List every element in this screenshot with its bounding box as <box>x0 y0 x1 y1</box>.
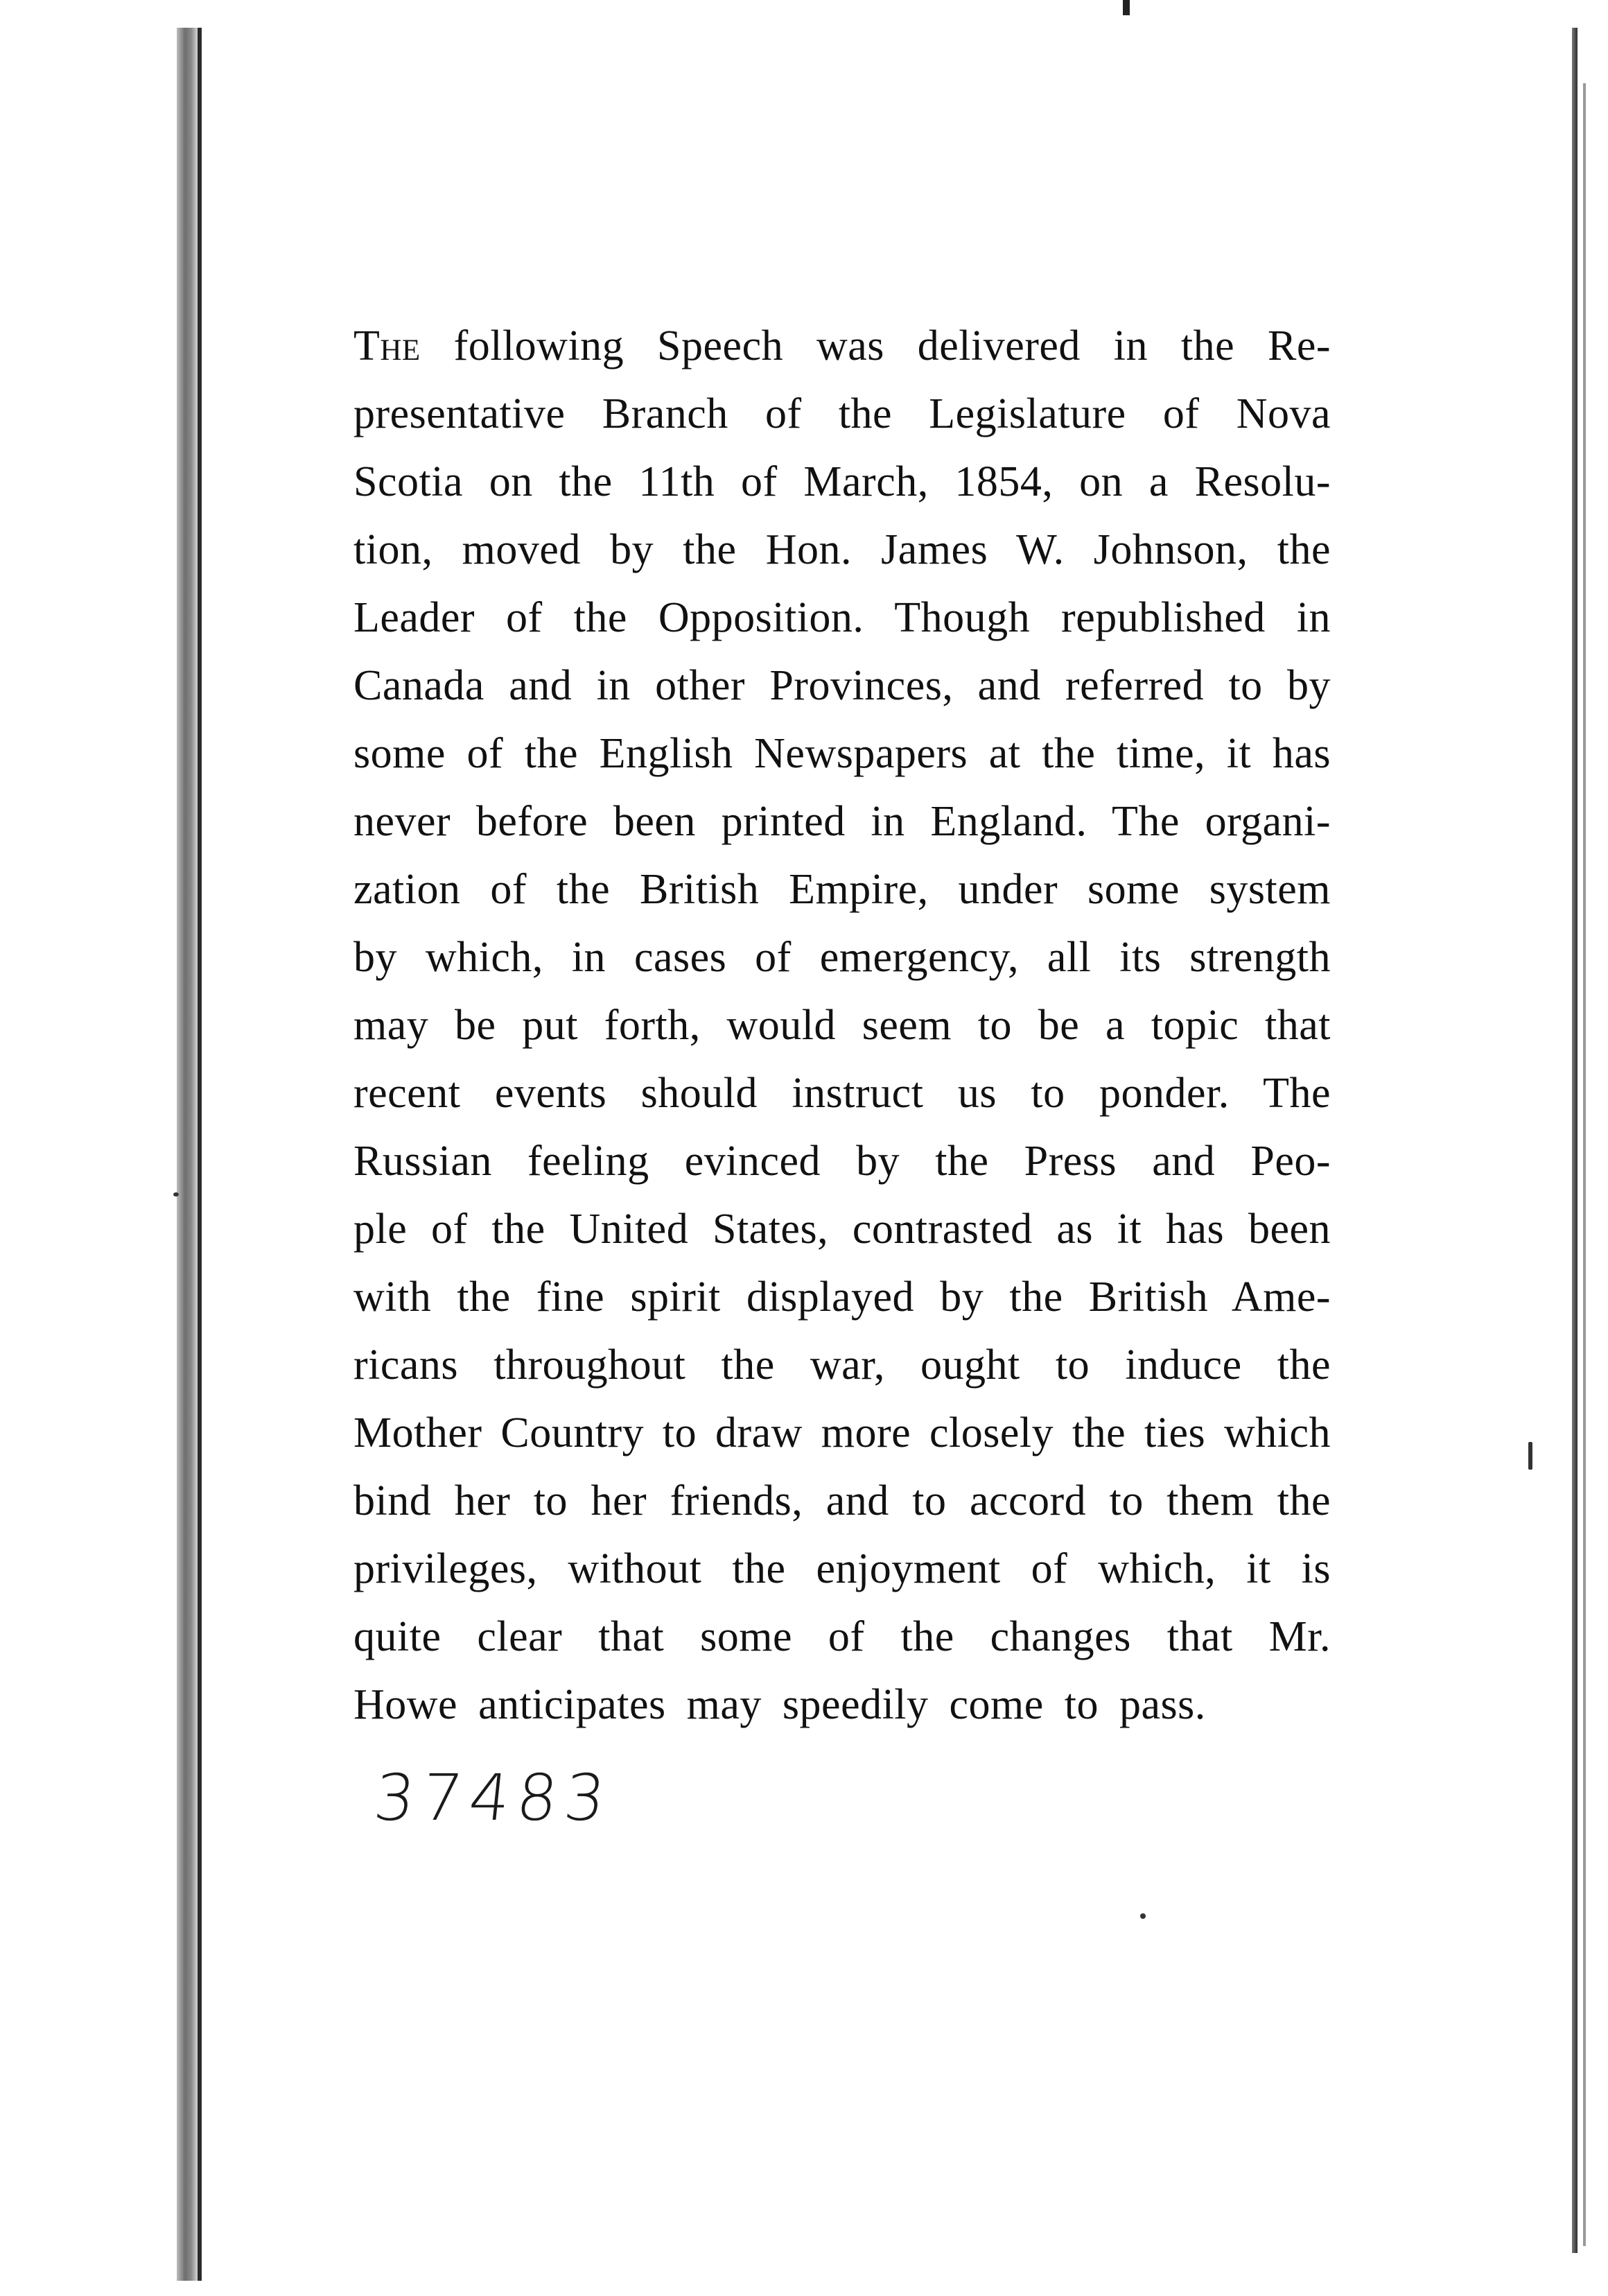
text-line: ricans throughout the war, ought to induce the <box>353 1341 1331 1389</box>
text-line: tion, moved by the Hon. James W. Johnson, the <box>353 526 1331 573</box>
text-line: recent events should instruct us to ponder. The <box>353 1070 1331 1117</box>
binding-spine <box>177 28 198 2281</box>
text-line: by which, in cases of emergency, all its strength <box>353 934 1331 981</box>
binding-edge <box>198 28 202 2281</box>
text-line: Scotia on the 11th of March, 1854, on a Resolu- <box>353 458 1331 505</box>
text-line: Mother Country to draw more closely the ties which <box>353 1409 1331 1456</box>
text-line: Russian feeling evinced by the Press and Peo- <box>353 1138 1331 1185</box>
last-text-line: Howe anticipates may speedily come to pass. <box>353 1681 1206 1728</box>
text-line <box>353 312 1331 380</box>
text-line: bind her to her friends, and to accord to them the <box>353 1477 1331 1524</box>
text-line: presentative Branch of the Legislature of Nova <box>353 390 1331 437</box>
text-line: Leader of the Opposition. Though republished in <box>353 594 1331 641</box>
drop-word: The <box>353 322 421 369</box>
scan-speck <box>1123 0 1130 15</box>
preface-paragraph <box>353 312 1331 1739</box>
scan-speck <box>1140 1913 1146 1919</box>
text-line: some of the English Newspapers at the time, it has <box>353 730 1331 777</box>
page-edge <box>1572 28 1578 2253</box>
text-line: privileges, without the enjoyment of which, it is <box>353 1545 1331 1592</box>
text-line: may be put forth, would seem to be a topic that <box>353 1002 1331 1049</box>
text-line: never before been printed in England. The organi- <box>353 798 1331 845</box>
first-line-text: following Speech was delivered in the Re- <box>453 322 1331 369</box>
text-line: quite clear that some of the changes that Mr. <box>353 1613 1331 1660</box>
scan-speck <box>173 1192 179 1197</box>
page-edge-shadow <box>1583 83 1586 2246</box>
text-line: Canada and in other Provinces, and referred to by <box>353 662 1331 709</box>
scan-speck <box>1528 1442 1532 1470</box>
handwritten-number: 37483 <box>370 1761 616 1835</box>
text-line: ple of the United States, contrasted as it has been <box>353 1206 1331 1253</box>
text-line: zation of the British Empire, under some system <box>353 866 1331 913</box>
text-line: with the fine spirit displayed by the British Ame- <box>353 1273 1331 1321</box>
